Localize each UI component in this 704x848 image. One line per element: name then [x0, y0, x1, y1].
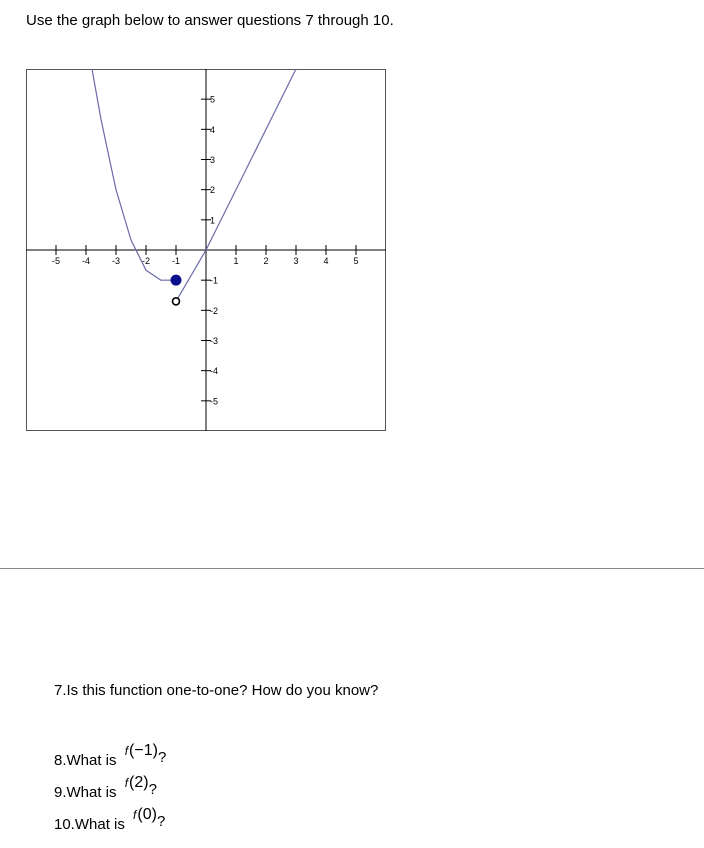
- section-divider: [0, 568, 704, 569]
- x-tick-label-3: 3: [293, 256, 299, 266]
- function-graph: [26, 69, 386, 431]
- question-8-func: f: [124, 744, 129, 758]
- y-tick-label--4: -4: [210, 366, 219, 377]
- y-tick-label--2: -2: [210, 305, 219, 316]
- y-tick-label-2: 2: [210, 185, 216, 196]
- y-tick-label-3: 3: [210, 155, 216, 165]
- question-9-func: f: [124, 776, 129, 790]
- x-tick-label--2: -2: [141, 256, 151, 266]
- x-tick-label--4: -4: [81, 256, 91, 266]
- question-10-prefix: 10.What is: [54, 816, 125, 833]
- open-point: [173, 298, 180, 305]
- question-8-expression: [125, 742, 158, 759]
- question-10-arg: (0): [137, 806, 157, 823]
- x-tick-label-4: 4: [323, 256, 329, 266]
- y-tick-label--1: -1: [210, 275, 219, 286]
- question-9-prefix: 9.What is: [54, 784, 117, 801]
- x-tick-label-5: 5: [353, 256, 359, 266]
- question-7: 7.Is this function one-to-one? How do you know?: [54, 682, 379, 699]
- question-8: [54, 742, 167, 770]
- instructions: Use the graph below to answer questions 7 through 10.: [26, 12, 394, 29]
- question-9-mark: ?: [148, 781, 157, 798]
- question-10: [54, 806, 166, 834]
- x-tick-label--3: -3: [111, 256, 121, 266]
- x-tick-label--1: -1: [171, 256, 181, 266]
- question-9-expression: [125, 774, 149, 791]
- question-10-func: f: [133, 808, 137, 822]
- question-9: [54, 774, 157, 802]
- y-tick-label--5: -5: [210, 396, 219, 407]
- y-tick-label-4: 4: [210, 124, 216, 135]
- question-8-prefix: 8.What is: [54, 752, 117, 769]
- x-tick-label-2: 2: [263, 256, 269, 266]
- question-8-arg: (−1): [129, 742, 158, 759]
- question-10-mark: ?: [156, 813, 166, 830]
- x-tick-label--5: -5: [51, 256, 61, 266]
- question-8-mark: ?: [157, 749, 167, 766]
- y-tick-label-5: 5: [210, 94, 216, 105]
- question-10-expression: [133, 806, 157, 823]
- closed-point: [171, 275, 181, 285]
- x-tick-label-1: 1: [233, 256, 239, 266]
- y-tick-label-1: 1: [210, 215, 216, 226]
- question-9-arg: (2): [129, 774, 149, 791]
- y-tick-label--3: -3: [210, 336, 219, 346]
